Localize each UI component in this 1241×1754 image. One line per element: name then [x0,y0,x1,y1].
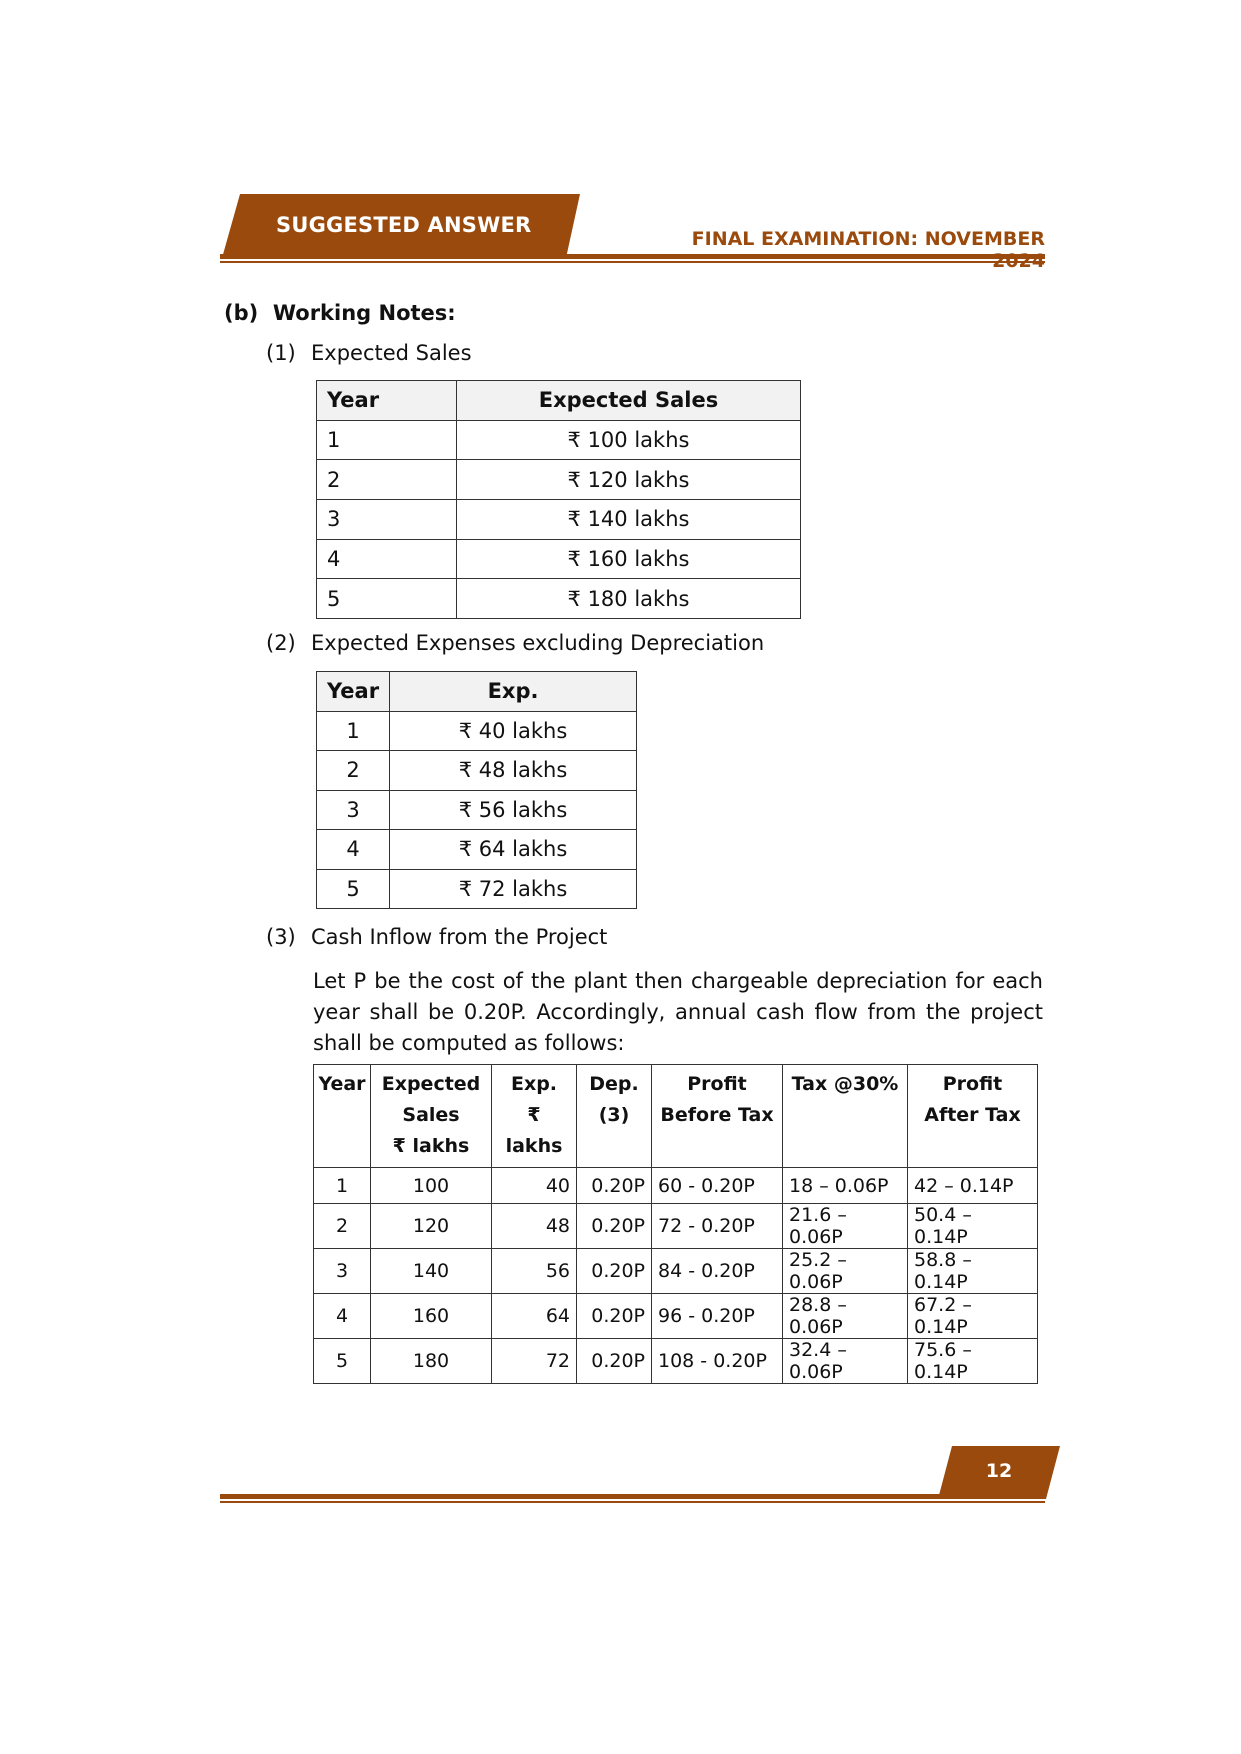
cell-exp: ₹ 48 lakhs [390,751,637,791]
cell-sales: 120 [371,1204,492,1249]
cell-sales: 180 [371,1339,492,1384]
section-heading [224,301,456,325]
table-row [317,500,801,540]
col-header-expected-sales: Expected Sales ₹ lakhs [371,1065,492,1168]
table-row [317,420,801,460]
page-number: 12 [985,1460,1013,1482]
note-3-number: (3) [266,925,296,949]
cell-pat: 58.8 – 0.14P [908,1249,1038,1294]
table-row [317,460,801,500]
note-1-number: (1) [266,341,296,365]
table-row [314,1294,1038,1339]
cell-sales: 140 [371,1249,492,1294]
table-row [317,579,801,619]
cell-exp: ₹ 40 lakhs [390,711,637,751]
table-row [314,1168,1038,1204]
cell-pbt: 60 - 0.20P [652,1168,783,1204]
cell-sales: ₹ 160 lakhs [457,539,801,579]
cell-year: 2 [317,460,457,500]
col-header-exp: Exp. ₹ lakhs [492,1065,577,1168]
cell-tax: 28.8 – 0.06P [783,1294,908,1339]
cell-exp: ₹ 72 lakhs [390,869,637,909]
cell-exp: 40 [492,1168,577,1204]
table-row [317,790,637,830]
cell-pbt: 84 - 0.20P [652,1249,783,1294]
cell-year: 1 [317,420,457,460]
cell-year: 4 [317,830,390,870]
header-rule [220,254,1045,259]
table-row [314,1204,1038,1249]
header-right-label: FINAL EXAMINATION: NOVEMBER [691,228,1045,250]
cell-tax: 25.2 – 0.06P [783,1249,908,1294]
col-header-profit-after-tax: Profit After Tax [908,1065,1038,1168]
col-header-year: Year [314,1065,371,1168]
cell-tax: 18 – 0.06P [783,1168,908,1204]
section-title: Working Notes: [272,301,456,325]
cell-dep: 0.20P [577,1204,652,1249]
cell-sales: ₹ 140 lakhs [457,500,801,540]
table-row [317,830,637,870]
cell-pat: 42 – 0.14P [908,1168,1038,1204]
cash-inflow-table [313,1064,1038,1384]
cell-year: 4 [317,539,457,579]
cell-exp: 56 [492,1249,577,1294]
cell-sales: 100 [371,1168,492,1204]
footer-rule-thin [220,1501,1045,1503]
cell-dep: 0.20P [577,1339,652,1384]
table-row [317,539,801,579]
cell-year: 5 [317,869,390,909]
section-label: (b) [224,301,259,325]
col-header-year: Year [317,381,457,421]
cash-flow-paragraph: Let P be the cost of the plant then chargeable depreciation for each year shall be 0.20P. Accordingly, annual cash flow from the project shall be computed as follows: [313,969,1043,1055]
cell-year: 1 [314,1168,371,1204]
table-row [314,1249,1038,1294]
note-2-number: (2) [266,631,296,655]
cell-tax: 21.6 – 0.06P [783,1204,908,1249]
col-header-exp: Exp. [390,672,637,712]
cell-year: 3 [317,790,390,830]
cell-year: 3 [317,500,457,540]
table-row [317,711,637,751]
cell-exp: ₹ 64 lakhs [390,830,637,870]
cell-exp: ₹ 56 lakhs [390,790,637,830]
cell-exp: 48 [492,1204,577,1249]
table-row [317,751,637,791]
cell-sales: ₹ 120 lakhs [457,460,801,500]
cell-sales: ₹ 180 lakhs [457,579,801,619]
table-row [314,1339,1038,1384]
col-header-expected-sales: Expected Sales [457,381,801,421]
col-header-dep: Dep. (3) [577,1065,652,1168]
table-header-row [317,381,801,421]
cell-pat: 50.4 – 0.14P [908,1204,1038,1249]
cell-year: 5 [317,579,457,619]
header-left-label: SUGGESTED ANSWER [276,213,532,237]
header-rule-thin [220,261,1045,263]
cell-pat: 67.2 – 0.14P [908,1294,1038,1339]
cell-year: 5 [314,1339,371,1384]
cell-dep: 0.20P [577,1168,652,1204]
cell-year: 3 [314,1249,371,1294]
cell-year: 2 [317,751,390,791]
cell-exp: 64 [492,1294,577,1339]
col-header-year: Year [317,672,390,712]
cell-tax: 32.4 – 0.06P [783,1339,908,1384]
expected-expenses-table [316,671,637,909]
note-3-title: Cash Inflow from the Project [311,925,608,949]
cell-sales: 160 [371,1294,492,1339]
cell-dep: 0.20P [577,1249,652,1294]
table-row [317,869,637,909]
cell-year: 2 [314,1204,371,1249]
cell-dep: 0.20P [577,1294,652,1339]
note-1-title: Expected Sales [311,341,472,365]
note-2-title: Expected Expenses excluding Depreciation [311,631,765,655]
cell-pat: 75.6 – 0.14P [908,1339,1038,1384]
col-header-profit-before-tax: Profit Before Tax [652,1065,783,1168]
footer-rule [220,1494,1045,1499]
cell-pbt: 96 - 0.20P [652,1294,783,1339]
cell-pbt: 108 - 0.20P [652,1339,783,1384]
expected-sales-table [316,380,801,619]
table-header-row [314,1065,1038,1168]
table-header-row [317,672,637,712]
cell-year: 4 [314,1294,371,1339]
col-header-tax: Tax @30% [783,1065,908,1168]
cell-pbt: 72 - 0.20P [652,1204,783,1249]
cell-exp: 72 [492,1339,577,1384]
cell-sales: ₹ 100 lakhs [457,420,801,460]
cell-year: 1 [317,711,390,751]
